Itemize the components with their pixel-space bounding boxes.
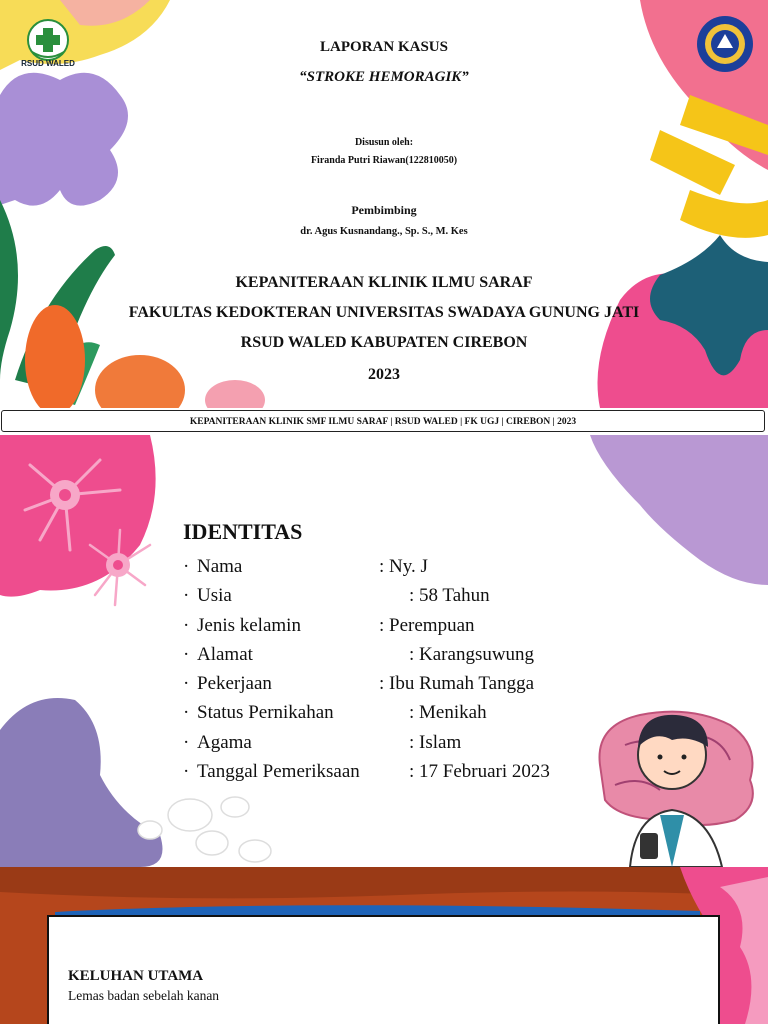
bullet: · bbox=[183, 761, 190, 783]
identity-label: Alamat bbox=[197, 643, 253, 665]
bullet: · bbox=[183, 702, 190, 724]
institution-line-3: RSUD WALED KABUPATEN CIREBON bbox=[240, 334, 528, 351]
identity-label: Status Pernikahan bbox=[197, 702, 334, 724]
supervisor-name: dr. Agus Kusnandang., Sp. S., M. Kes bbox=[300, 226, 468, 237]
identity-slide bbox=[0, 435, 768, 867]
report-subtitle: “STROKE HEMORAGIK” bbox=[299, 69, 469, 85]
identity-value: : 58 Tahun bbox=[409, 585, 490, 607]
complaint-text: Lemas badan sebelah kanan bbox=[68, 988, 220, 1003]
institution-line-2: FAKULTAS KEDOKTERAN UNIVERSITAS SWADAYA GUNUNG JATI bbox=[128, 304, 640, 321]
cover-slide bbox=[0, 0, 768, 408]
identity-value: : Ibu Rumah Tangga bbox=[379, 673, 535, 695]
report-title: LAPORAN KASUS bbox=[320, 39, 448, 55]
bullet: · bbox=[183, 731, 190, 753]
identity-decoration bbox=[0, 435, 768, 867]
identity-label: Usia bbox=[197, 585, 232, 607]
identity-label: Agama bbox=[197, 731, 252, 753]
slide-footer-bar: KEPANITERAAN KLINIK SMF ILMU SARAF | RSUD WALED | FK UGJ | CIREBON | 2023 bbox=[1, 410, 765, 432]
bullet: · bbox=[183, 585, 190, 607]
doctor-character bbox=[600, 712, 753, 867]
bullet: · bbox=[183, 643, 190, 665]
identity-label: Tanggal Pemeriksaan bbox=[197, 761, 360, 783]
institution-line-1: KEPANITERAAN KLINIK ILMU SARAF bbox=[235, 274, 533, 291]
bullet: · bbox=[183, 556, 190, 577]
complaint-slide bbox=[0, 867, 768, 1024]
identity-value: : Islam bbox=[409, 731, 462, 753]
identity-value: : Karangsuwung bbox=[409, 643, 535, 665]
identity-label: Pekerjaan bbox=[197, 673, 272, 695]
author-name: Firanda Putri Riawan(122810050) bbox=[310, 155, 458, 166]
identity-label: Jenis kelamin bbox=[197, 614, 301, 636]
identity-value: : Perempuan bbox=[379, 614, 475, 636]
institution-year: 2023 bbox=[368, 366, 400, 383]
identity-label: Nama bbox=[197, 556, 243, 577]
bullet: · bbox=[183, 614, 190, 636]
rsud-waled-logo-text: RSUD WALED bbox=[21, 59, 75, 68]
prepared-by-label: Disusun oleh: bbox=[354, 137, 414, 148]
complaint-card bbox=[47, 915, 720, 1024]
identity-heading: IDENTITAS bbox=[183, 519, 303, 544]
complaint-heading: KELUHAN UTAMA bbox=[68, 968, 204, 984]
identity-value: : 17 Februari 2023 bbox=[409, 761, 550, 783]
supervisor-label: Pembimbing bbox=[351, 203, 417, 217]
identity-value: : Ny. J bbox=[379, 556, 428, 577]
identity-value: : Menikah bbox=[409, 702, 487, 724]
bullet: · bbox=[183, 673, 190, 695]
